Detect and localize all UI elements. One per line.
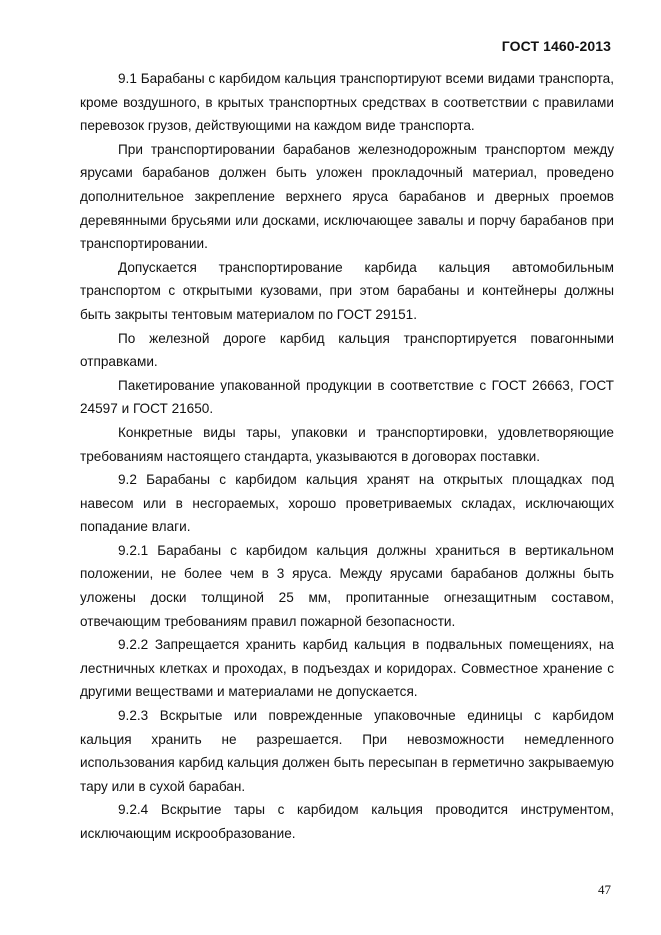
paragraph-railway-shipment: По железной дороге карбид кальция транспортируется повагонными отправками. — [80, 330, 614, 370]
paragraph-9-2-2: 9.2.2 Запрещается хранить карбид кальция в подвальных помещениях, на лестничных клетках и проходах, в подъездах и коридорах. Совместное хранение с другими веществами и материалами не допускается. — [80, 637, 614, 700]
paragraph-9-2-1: 9.2.1 Барабаны с карбидом кальция должны храниться в вертикальном положении, не более чем в 3 яруса. Между ярусами барабанов должны быть уложены доски толщиной 25 мм, пропитанные огнезащитным составом, отвечающим требованиям правил пожарной безопасности. — [80, 542, 614, 629]
page-number: 47 — [598, 882, 611, 897]
paragraph-9-1: 9.1 Барабаны с карбидом кальция транспортируют всеми видами транспорта, кроме воздушного, в крытых транспортных средствах в соответствии с правилами перевозок грузов, действующими на каждом виде транспорта. — [80, 71, 614, 134]
paragraph-contracts: Конкретные виды тары, упаковки и транспортировки, удовлетворяющие требованиям настоящего стандарта, указываются в договорах поставки. — [80, 424, 614, 464]
paragraph-rail-transport: При транспортировании барабанов железнодорожным транспортом между ярусами барабанов должен быть уложен прокладочный материал, проведено дополнительное закрепление верхнего яруса барабанов и дверных проемов деревянными брусьями или досками, исключающее завалы и порчу барабанов при транспортировании. — [80, 141, 614, 252]
paragraph-9-2: 9.2 Барабаны с карбидом кальция хранят на открытых площадках под навесом или в несгораемых, хорошо проветриваемых складах, исключающих попадание влаги. — [80, 472, 614, 535]
body-text — [80, 67, 614, 846]
paragraph-9-2-4: 9.2.4 Вскрытие тары с карбидом кальция проводится инструментом, исключающим искрообразование. — [80, 802, 614, 841]
paragraph-packaging: Пакетирование упакованной продукции в соответствие с ГОСТ 26663, ГОСТ 24597 и ГОСТ 21650. — [80, 377, 614, 417]
paragraph-road-transport: Допускается транспортирование карбида кальция автомобильным транспортом с открытыми кузовами, при этом барабаны и контейнеры должны быть закрыты тентовым материалом по ГОСТ 29151. — [80, 259, 614, 322]
document-header: ГОСТ 1460-2013 — [501, 38, 611, 54]
paragraph-9-2-3: 9.2.3 Вскрытые или поврежденные упаковочные единицы с карбидом кальция хранить не разрешается. При невозможности немедленного использования карбид кальция должен быть пересыпан в герметично закрываемую тару или в сухой барабан. — [80, 708, 614, 794]
